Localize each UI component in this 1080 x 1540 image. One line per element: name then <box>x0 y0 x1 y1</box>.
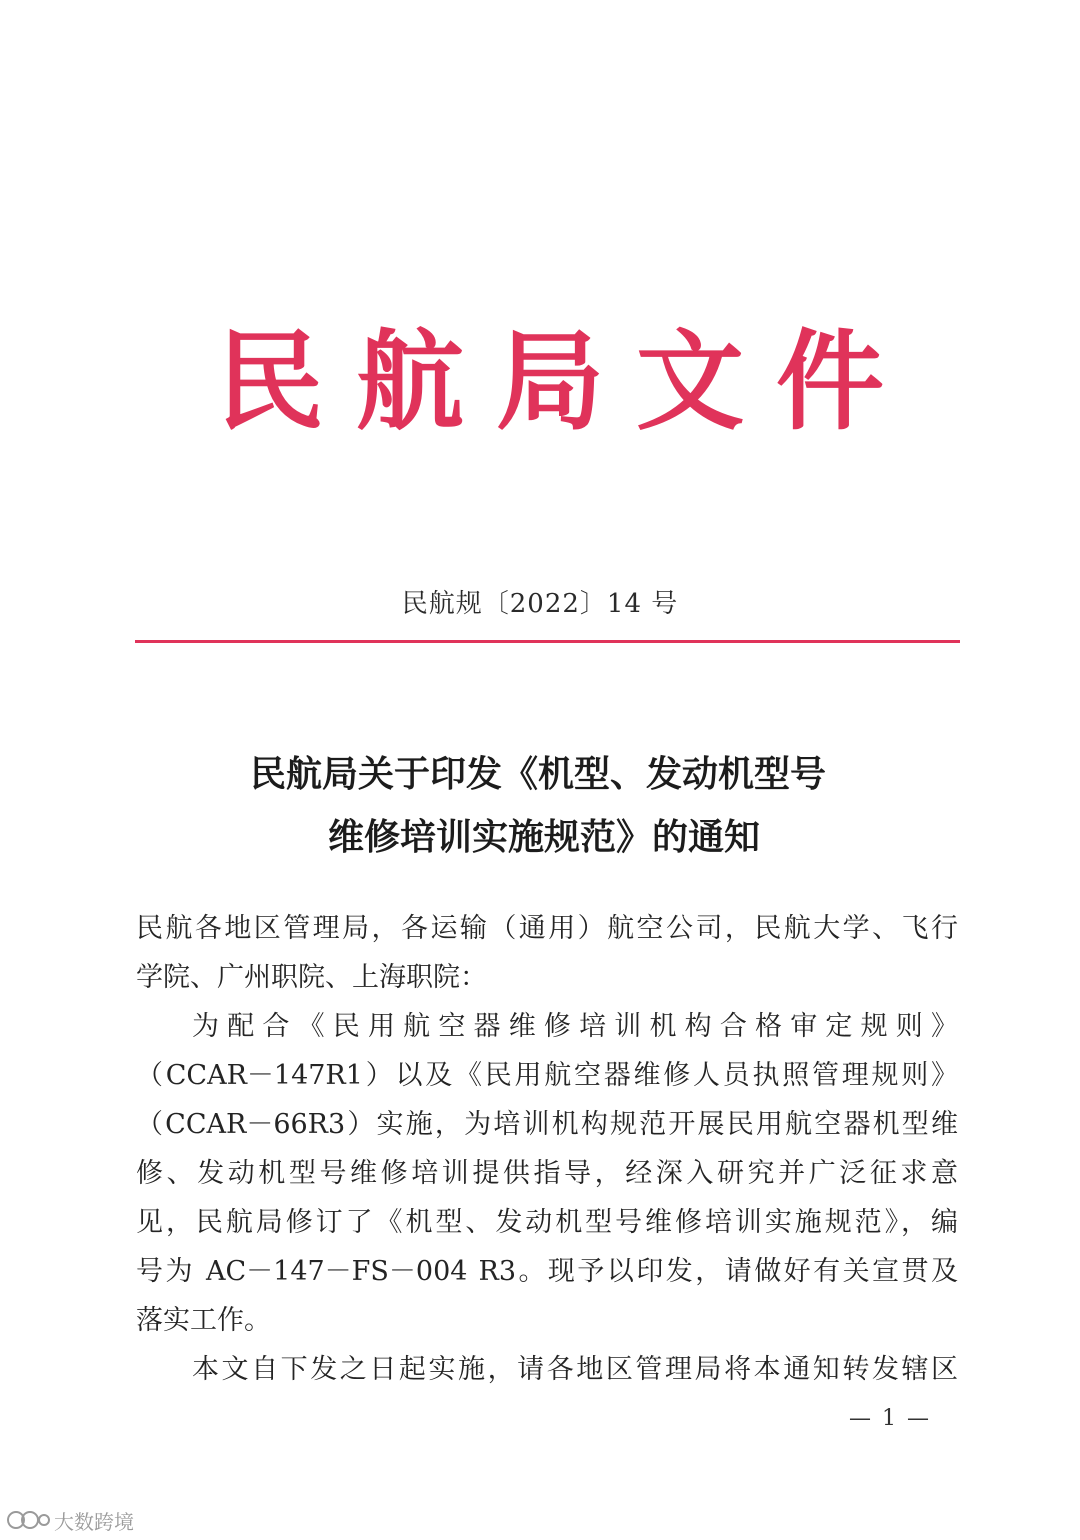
red-divider <box>135 640 960 643</box>
masthead-char: 局 <box>495 320 604 445</box>
page-number: — 1 — <box>849 1406 931 1431</box>
masthead-char: 民 <box>215 320 324 445</box>
masthead <box>210 318 890 448</box>
body-line: 学院、广州职院、上海职院： <box>136 962 487 993</box>
title-line-2: 维修培训实施规范》的通知 <box>327 817 760 858</box>
title-line-1: 民航局关于印发《机型、发动机型号 <box>249 754 826 795</box>
brand-logo-icon <box>6 1508 50 1532</box>
watermark-text: 大数跨境 <box>54 1509 134 1534</box>
document-number: 民航规〔2022〕14 号 <box>401 589 679 619</box>
body-line: 见，民航局修订了《机型、发动机型号维修培训实施规范》，编 <box>136 1207 958 1238</box>
masthead-char: 航 <box>355 320 464 445</box>
masthead-char: 文 <box>635 320 744 445</box>
body-line: 民航各地区管理局，各运输（通用）航空公司，民航大学、飞行 <box>136 913 958 944</box>
body-line: （CCAR－147R1）以及《民用航空器维修人员执照管理规则》 <box>136 1060 958 1091</box>
body-line: 本文自下发之日起实施，请各地区管理局将本通知转发辖区 <box>192 1354 958 1385</box>
body-line: 为配合《民用航空器维修培训机构合格审定规则》 <box>192 1011 958 1042</box>
body-line: 号为 AC－147－FS－004 R3。现予以印发，请做好有关宣贯及 <box>136 1256 958 1287</box>
body-line: 修、发动机型号维修培训提供指导，经深入研究并广泛征求意 <box>136 1158 958 1189</box>
watermark <box>6 1506 134 1534</box>
body-line: （CCAR－66R3）实施，为培训机构规范开展民用航空器机型维 <box>136 1109 958 1140</box>
body-line: 落实工作。 <box>136 1305 271 1336</box>
masthead-char: 件 <box>775 320 884 445</box>
